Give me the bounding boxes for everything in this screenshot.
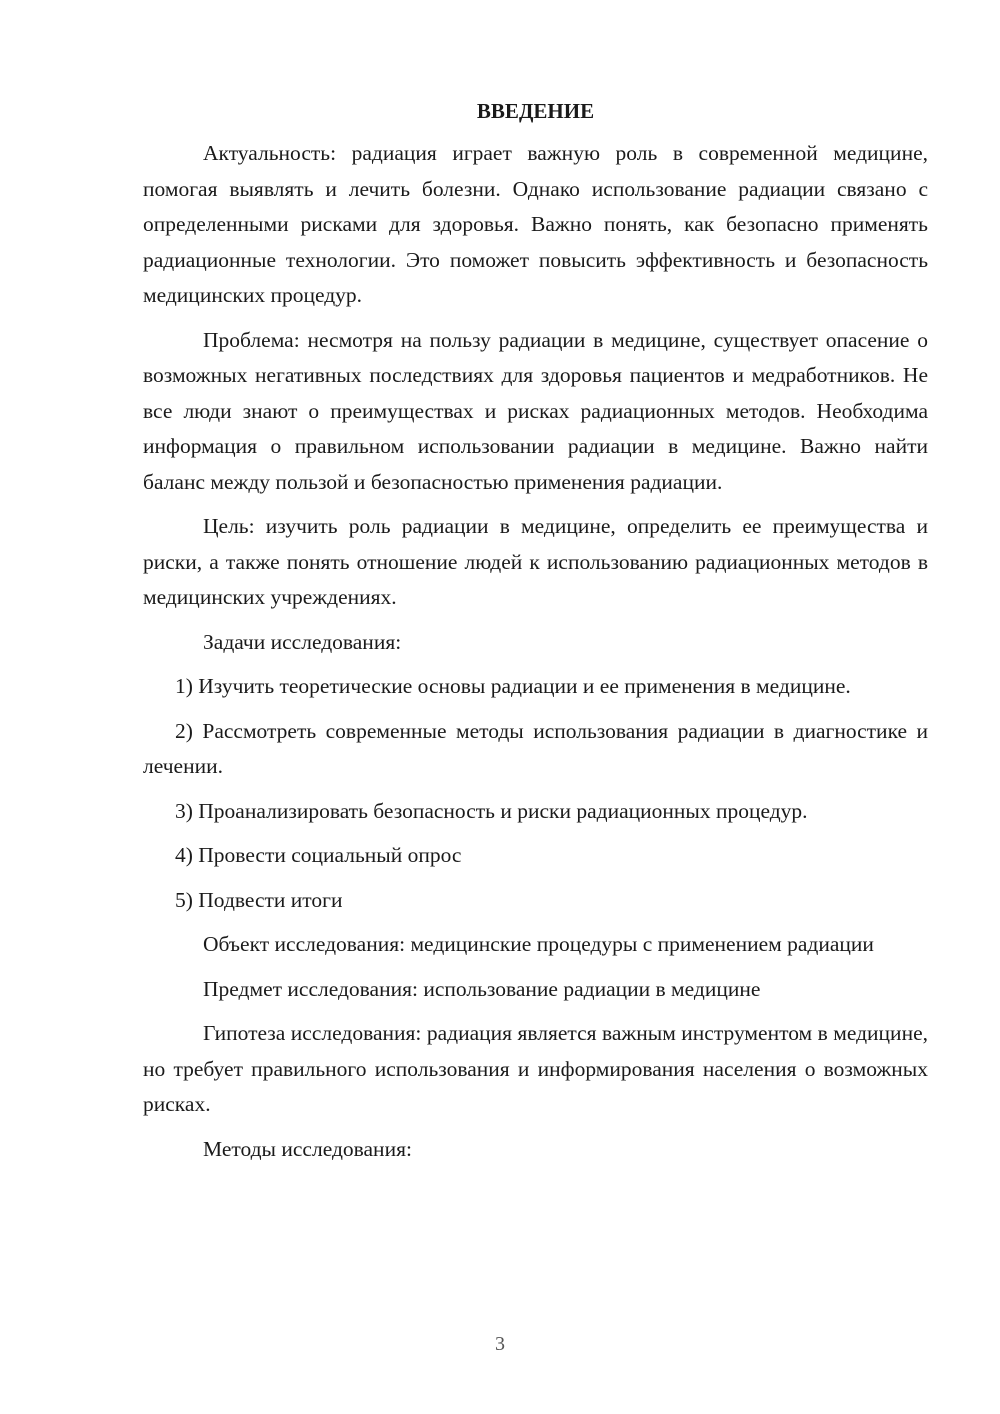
list-item-task-5: 5) Подвести итоги [175, 887, 343, 912]
list-item-task-1: 1) Изучить теоретические основы радиации и ее применения в медицине. [175, 674, 851, 698]
paragraph-subject: Предмет исследования: использование радиации в медицине [203, 976, 761, 1001]
paragraph-methods: Методы исследования: [203, 1136, 412, 1161]
paragraph-object: Объект исследования: медицинские процедуры с применением радиации [203, 932, 874, 956]
page-title: ВВЕДЕНИЕ [476, 99, 595, 123]
page-number: 3 [495, 1333, 505, 1355]
paragraph-goal: Цель: изучить роль радиации в медицине, определить ее преимущества и риски, а также понять отношение людей к использованию радиационных методов в медицинских учреждениях. [143, 514, 928, 609]
list-item-task-2: 2) Рассмотреть современные методы использования радиации в диагностике и лечении. [143, 718, 928, 778]
paragraph-hypothesis: Гипотеза исследования: радиация является важным инструментом в медицине, но требует правильного использования и информирования населения о возможных рисках. [143, 1021, 928, 1116]
paragraph-problem: Проблема: несмотря на пользу радиации в медицине, существует опасение о возможных негативных последствиях для здоровья пациентов и медработников. Не все люди знают о преимуществах и рисках радиационных методов. Необходима информация о правильном использовании радиации в медицине. Важно найти баланс между пользой и безопасностью применения радиации. [143, 327, 928, 494]
list-item-task-3: 3) Проанализировать безопасность и риски радиационных процедур. [175, 798, 808, 823]
document-page [143, 96, 928, 1176]
list-item-task-4: 4) Провести социальный опрос [175, 843, 462, 867]
paragraph-relevance: Актуальность: радиация играет важную роль в современной медицине, помогая выявлять и лечить болезни. Однако использование радиации связано с определенными рисками для здоровья. Важно понять, как безопасно применять радиационные технологии. Это поможет повысить эффективность и безопасность медицинских процедур. [143, 141, 928, 307]
paragraph-tasks-heading: Задачи исследования: [203, 629, 402, 654]
